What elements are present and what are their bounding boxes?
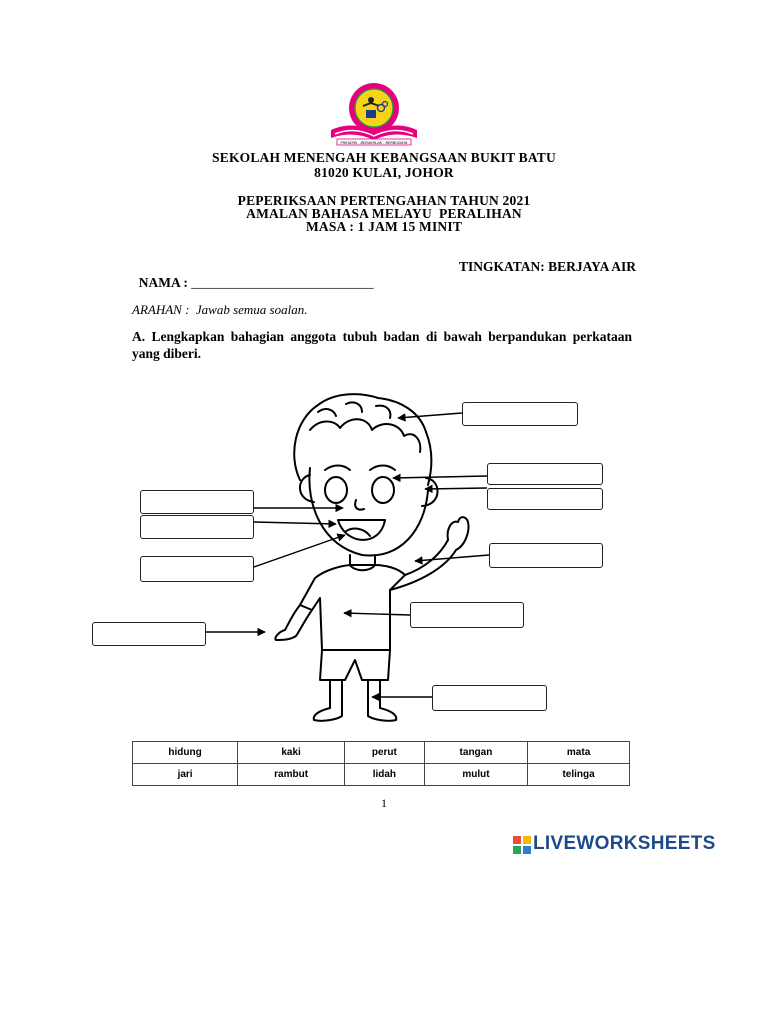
word-cell: mulut	[424, 764, 527, 786]
word-cell: perut	[345, 742, 425, 764]
answer-box-arm[interactable]	[489, 543, 603, 568]
class-label: TINGKATAN: BERJAYA AIR	[459, 259, 637, 274]
shorts	[320, 650, 390, 680]
right-foot	[368, 708, 396, 721]
answer-box-stomach[interactable]	[410, 602, 524, 628]
answer-box-hair[interactable]	[462, 402, 578, 426]
word-cell: jari	[133, 764, 238, 786]
liveworksheets-watermark: LIVEWORKSHEETS	[533, 833, 716, 854]
shirt	[300, 565, 405, 650]
answer-box-tongue[interactable]	[140, 556, 254, 582]
nose	[355, 500, 364, 510]
lower-hand	[275, 630, 296, 640]
liveworksheets-logo-icon	[513, 836, 531, 854]
name-label: NAMA :	[138, 275, 192, 290]
word-cell: lidah	[345, 764, 425, 786]
hair	[294, 394, 431, 485]
word-cell: telinga	[528, 764, 630, 786]
lower-arm	[285, 605, 312, 636]
hair-curls	[310, 419, 420, 452]
answer-box-mouth[interactable]	[140, 515, 254, 539]
subject-title: AMALAN BAHASA MELAYU PERALIHAN	[246, 206, 522, 221]
question-a: A. Lengkapkan bahagian anggota tubuh badan di bawah berpandukan perkataan yang diberi.	[132, 329, 632, 361]
word-bank-table	[132, 741, 630, 786]
right-eye	[372, 477, 394, 503]
answer-box-eye[interactable]	[487, 463, 603, 485]
word-cell: mata	[528, 742, 630, 764]
arrow-hair	[398, 413, 462, 418]
name-blank: ___________________________	[191, 275, 374, 290]
left-leg	[330, 680, 342, 708]
left-foot	[314, 708, 342, 721]
raised-hand	[448, 517, 469, 550]
school-name: SEKOLAH MENENGAH KEBANGSAAN BUKIT BATU	[212, 150, 556, 165]
answer-box-ear[interactable]	[487, 488, 603, 510]
arrow-stomach	[344, 613, 410, 615]
table-row	[133, 764, 630, 786]
word-cell: tangan	[424, 742, 527, 764]
answer-box-finger[interactable]	[92, 622, 206, 646]
left-eye	[325, 477, 347, 503]
arrow-tongue	[254, 535, 345, 567]
answer-box-nose[interactable]	[140, 490, 254, 514]
answer-box-leg[interactable]	[432, 685, 547, 711]
right-leg	[368, 680, 380, 708]
word-cell: hidung	[133, 742, 238, 764]
school-address: 81020 KULAI, JOHOR	[314, 165, 454, 180]
exam-title: PEPERIKSAAN PERTENGAHAN TAHUN 2021	[237, 193, 531, 208]
arrow-mouth	[254, 522, 336, 524]
word-cell: kaki	[238, 742, 345, 764]
arrow-ear	[425, 488, 487, 489]
arrow-eye	[393, 476, 487, 478]
exam-duration: MASA : 1 JAM 15 MINIT	[305, 219, 463, 234]
logo-motto: PRIHATIN . BERAKHLAK . BERBUDAYA	[340, 141, 408, 145]
right-ear	[422, 478, 438, 506]
page-number: 1	[381, 796, 387, 810]
table-row	[133, 742, 630, 764]
word-cell: rambut	[238, 764, 345, 786]
instructions: ARAHAN : Jawab semua soalan.	[132, 302, 308, 317]
